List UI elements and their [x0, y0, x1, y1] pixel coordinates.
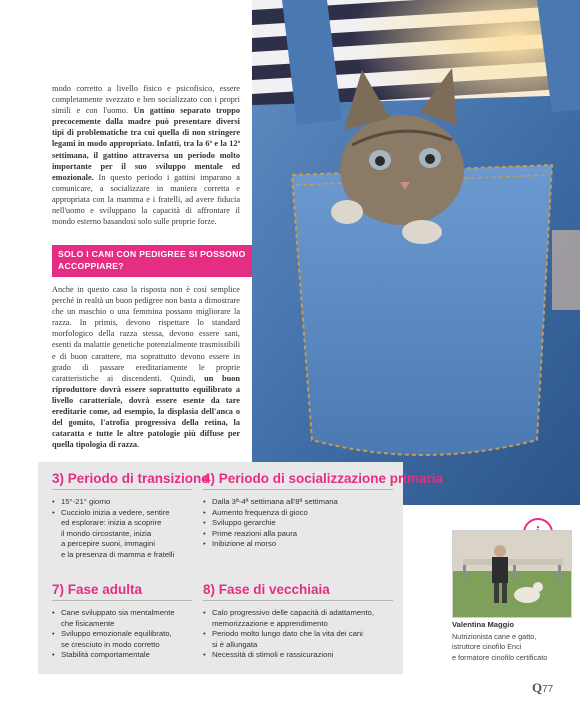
list-item: • Cane sviluppato sia mentalmente [52, 608, 202, 619]
phase-8-title: 8) Fase di vecchiaia [203, 582, 330, 597]
page-number [532, 680, 553, 696]
divider [52, 600, 192, 601]
phase-7-title: 7) Fase adulta [52, 582, 143, 597]
para1-part-c: In questo periodo i gattini imparano a comunicare, a socializzare in maniera corretta e appropriata con la mamma e i fratelli, ad avere fiducia nell'uomo e sviluppano la capacità di affrontare il mondo esterno basandosi solo sulle proprie forze. [52, 172, 240, 227]
list-item-continuation: che fisicamente [61, 618, 115, 628]
list-item-continuation: se cresciuto in modo corretto [61, 639, 160, 649]
list-item: • Inibizione al morso [203, 539, 398, 550]
list-item-continuation: il mondo circostante, inizia [61, 528, 152, 538]
list-item: • Dalla 3ª-4ª settimana all'8ª settimana [203, 497, 398, 508]
phase-3-list [52, 497, 202, 561]
divider [203, 489, 393, 490]
article-paragraph-2 [52, 284, 240, 450]
section-title-bar [52, 245, 252, 277]
list-item: • Aumento frequenza di gioco [203, 508, 398, 519]
list-item: • 15°-21° giorno [52, 497, 202, 508]
list-item-continuation: memorizzazione e apprendimento [212, 618, 328, 628]
list-item: • Stabilità comportamentale [52, 650, 202, 661]
list-item: • Sviluppo gerarchie [203, 518, 398, 529]
author-role-2: istruttore cinofilo Enci [452, 642, 522, 652]
para1-part-a: modo corretto a livello fisico e psicofisico, essere completamente svezzato e ben socializzato con i propri simili e con l'uomo. [52, 84, 240, 116]
list-item: • Cucciolo inizia a vedere, sentire [52, 508, 202, 519]
para2-part-a: Anche in questo caso la risposta non è così semplice perché in realtà un buon pedigree non basta a dimostrare che un maschio o una femmina possano migliorare la razza. In primis, devono rispettare lo standard morfologico della razza stessa, devono essere sani, esenti da malattie genetiche potenzialmente trasmissibili e di buon carattere, ma soprattutto devono essere in grado di passare ereditariamente le proprie caratteristiche ai discendenti. Quindi, [52, 285, 240, 383]
list-item-continuation: a percepire suoni, immagini [61, 539, 156, 549]
section-title: SOLO I CANI CON PEDIGREE SI POSSONO ACCOPPIARE? [58, 249, 246, 271]
article-paragraph-1 [52, 83, 240, 227]
para2-part-b-bold: un buon riproduttore dovrà essere soprattutto equilibrato a livello caratteriale, dovrà essere esente da tare ereditarie come, ad esempio, la displasia dell'anca o del gomito, l'atrofia progressiva della retina, la cataratta e tutte le altre patologie più diffuse per quella tipologia di razza. [52, 373, 241, 450]
list-item: • Prime reazioni alla paura [203, 529, 398, 540]
author-role-3: e formatore cinofilo certificato [452, 652, 548, 662]
magazine-logo: Q [532, 680, 543, 695]
list-item-continuation: e la presenza di mamma e fratelli [61, 549, 175, 559]
kitten-in-pocket-photo [252, 0, 580, 505]
phase-4-list [203, 497, 398, 550]
para1-part-b-bold: Un gattino separato troppo precocemente dalla madre può presentare diversi tipi di problematiche tra cui quella di non stringere legami in modo appropriato. Infatti, tra la 6ª e la 12ª settimana, il gattino attraversa un periodo molto importante per il suo sviluppo mentale ed emozionale. [52, 106, 240, 182]
page-number-value: 77 [542, 684, 554, 695]
phase-7-list [52, 608, 202, 661]
phase-4-title: 4) Periodo di socializzazione primaria [203, 471, 444, 486]
list-item: • Calo progressivo delle capacità di adattamento, [203, 608, 398, 619]
divider [203, 600, 393, 601]
list-item: • Sviluppo emozionale equilibrato, [52, 629, 202, 640]
list-item-continuation: si è allungata [212, 639, 258, 649]
list-item-continuation: ed esplorare: inizia a scoprire [61, 518, 162, 528]
author-name: Valentina Maggio [452, 620, 515, 629]
author-photo [452, 530, 572, 618]
list-item: • Periodo molto lungo dato che la vita dei cani [203, 629, 398, 640]
list-item: • Necessità di stimoli e rassicurazioni [203, 650, 398, 661]
author-role-1: Nutrizionista cane e gatto, [452, 632, 537, 642]
phase-8-list [203, 608, 398, 661]
phase-3-title: 3) Periodo di transizione [52, 471, 209, 486]
author-credit [452, 620, 577, 663]
divider [52, 489, 192, 490]
